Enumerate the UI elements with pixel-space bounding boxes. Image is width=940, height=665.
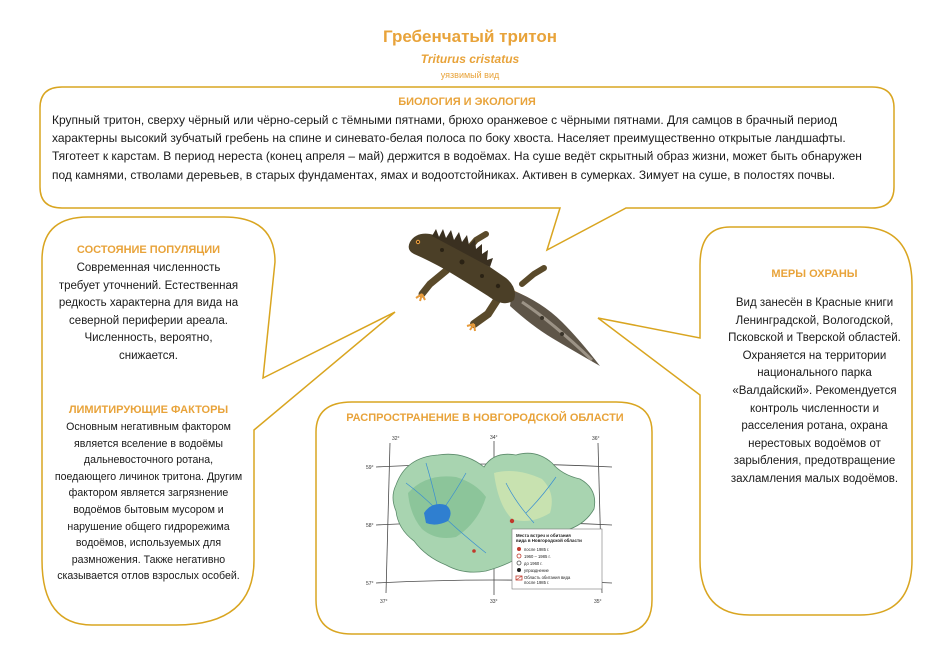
page-title: Гребенчатый тритон [382, 27, 558, 46]
graticule-label: 32° [392, 436, 400, 442]
graticule-label: 36° [592, 436, 600, 442]
protection-text: Вид занесён в Красные книги Ленинградской, Вологодской, Псковской и Тверской областей. Охраняется на территории национального парка «Валдайский». Рекомендуется контроль численности и расселения ротана, охрана нерестовых водоёмов от зарыбления, предотвращение захламления малых водоёмов. [728, 297, 901, 485]
map-legend [512, 529, 602, 589]
graticule-label: 33° [490, 599, 498, 605]
legend-area-2: после 1985 г. [524, 580, 550, 585]
population-section [56, 244, 241, 366]
biology-heading: БИОЛОГИЯ И ЭКОЛОГИЯ [398, 96, 536, 108]
legend-item: после 1985 г. [524, 547, 550, 552]
legend-item: до 1960 г. [524, 561, 543, 566]
graticule-label: 37° [380, 599, 388, 605]
protection-section [722, 268, 907, 489]
find-marker [472, 549, 476, 553]
legend-area: Область обитания вида [524, 575, 571, 580]
graticule-label: 59° [366, 465, 374, 471]
biology-section [52, 96, 882, 184]
graticule-label: 34° [490, 435, 498, 441]
protection-heading: МЕРЫ ОХРАНЫ [771, 268, 858, 280]
find-marker [510, 519, 514, 523]
biology-text: Крупный тритон, сверху чёрный или чёрно-серый с тёмными пятнами, брюхо оранжевое с чёрными пятнами. Для самцов в брачный период характерны высокий зубчатый гребень на спине и синевато-белая полоса по боку хвоста. Населяет преимущественно открытые ландшафты. Тяготеет к карстам. В период нереста (конец апреля – май) держится в водоёмах. На суше ведёт скрытный образ жизни, может быть обнаружен под камнями, стволами деревьев, в старых фундаментах, ямах и водоотстойниках. Активен в сумерках. Зимует на суше, в полостях почвы. [52, 113, 862, 182]
graticule-label: 57° [366, 581, 374, 587]
limiting-section [52, 404, 245, 585]
latin-name: Triturus cristatus [420, 52, 520, 66]
population-text: Современная численность требует уточнений. Естественная редкость характерна для вида на северной периферии ареала. Численность, вероятно, снижается. [58, 262, 239, 362]
newt-illustration [402, 222, 607, 377]
population-heading: СОСТОЯНИЕ ПОПУЛЯЦИИ [76, 244, 221, 256]
legend-title: Места встреч и обитания [516, 533, 571, 538]
legend-item: упразднение [524, 568, 549, 573]
limiting-text: Основным негативным фактором является вселение в водоёмы дальневосточного ротана, поедающего личинок тритона. Другим фактором является загрязнение водоёмов бытовым мусором и нарушение общего гидрорежима водоёмов, используемых для размножения. Также негативно сказывается отлов взрослых особей. [54, 421, 243, 583]
legend-item: 1960 – 1985 г. [524, 554, 551, 559]
distribution-heading: РАСПРОСТРАНЕНИЕ В НОВГОРОДСКОЙ ОБЛАСТИ [346, 412, 624, 424]
distribution-map [366, 433, 614, 608]
conservation-status: уязвимый вид [440, 70, 500, 80]
graticule-label: 35° [594, 599, 602, 605]
limiting-heading: ЛИМИТИРУЮЩИЕ ФАКТОРЫ [68, 404, 229, 416]
graticule-label: 58° [366, 523, 374, 529]
legend-title-2: вида в Новгородской области [516, 538, 582, 543]
